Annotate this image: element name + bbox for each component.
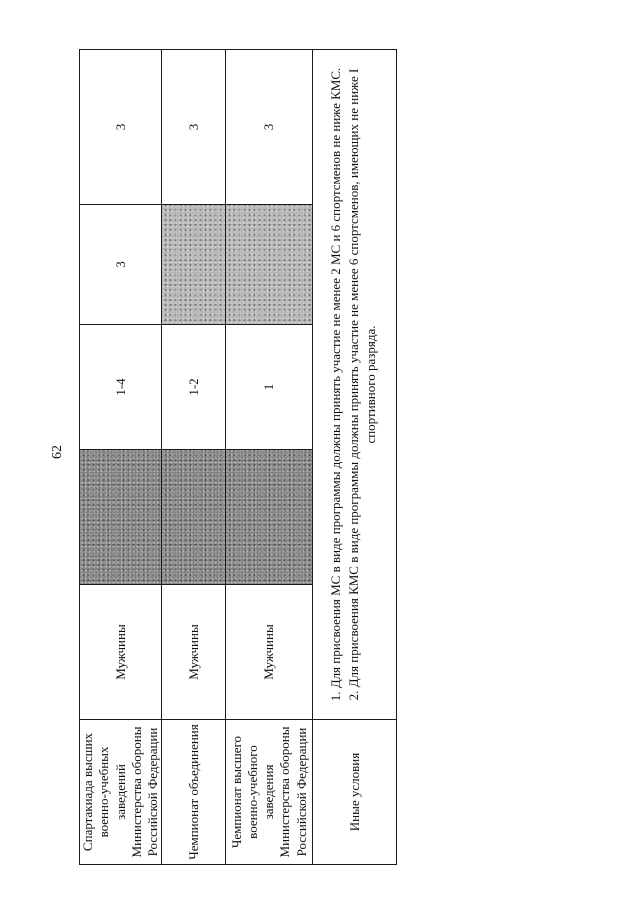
shaded-cell xyxy=(226,205,313,325)
value-cell: 3 xyxy=(80,50,162,205)
shaded-cell xyxy=(162,205,226,325)
shaded-cell xyxy=(162,450,226,585)
table-row xyxy=(162,50,226,865)
competition-cell: Чемпионат объединения xyxy=(162,720,226,865)
gender-cell: Мужчины xyxy=(80,585,162,720)
sports-norms-table xyxy=(79,49,397,865)
value-cell: 3 xyxy=(226,50,313,205)
shaded-cell xyxy=(226,450,313,585)
page-number: 62 xyxy=(50,445,65,459)
table-row xyxy=(226,50,313,865)
shaded-cell xyxy=(80,450,162,585)
competition-cell: Чемпионат высшего военно-учебного заведения Министерства обороны Российской Федерации xyxy=(226,720,313,865)
gender-cell: Мужчины xyxy=(162,585,226,720)
note-2: 2. Для присвоения КМС в виде программы должны принять участие не менее 6 спортсменов, имеющих не ниже I спортивного разряда. xyxy=(346,68,379,701)
note-1: 1. Для присвоения МС в виде программы должны принять участие не менее 2 МС и 6 спортсменов не ниже КМС. xyxy=(328,67,344,702)
table-row xyxy=(313,50,397,865)
places-cell: 1-2 xyxy=(162,325,226,450)
rotated-table-container xyxy=(79,50,379,865)
places-cell: 1 xyxy=(226,325,313,450)
value-cell: 3 xyxy=(80,205,162,325)
places-cell: 1-4 xyxy=(80,325,162,450)
value-cell: 3 xyxy=(162,50,226,205)
table-row xyxy=(80,50,162,865)
other-conditions-label: Иные условия xyxy=(313,720,397,865)
competition-cell: Спартакиада высших военно-учебных заведений Министерства обороны Российской Федерации xyxy=(80,720,162,865)
gender-cell: Мужчины xyxy=(226,585,313,720)
other-conditions-notes xyxy=(313,50,397,720)
